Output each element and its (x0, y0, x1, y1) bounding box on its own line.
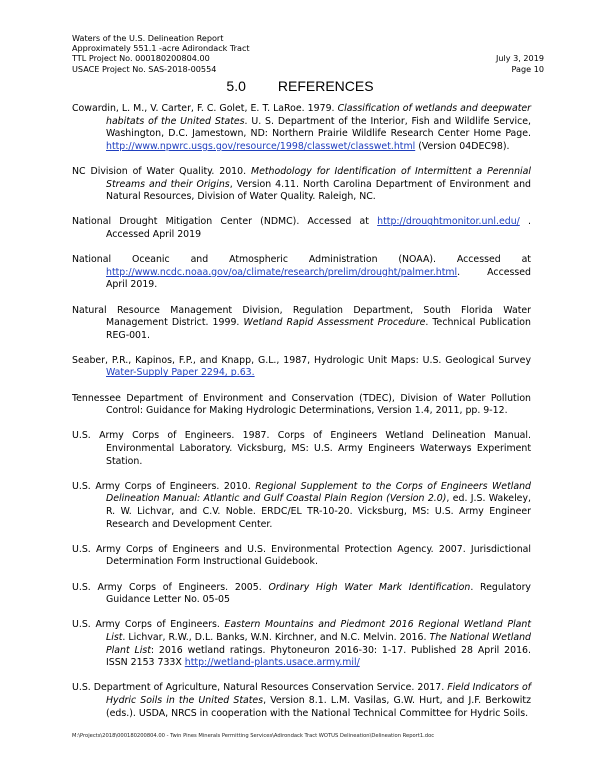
section-title: REFERENCES (277, 78, 374, 94)
reference-entry: Seaber, P.R., Kapinos, F.P., and Knapp, G.L., 1987, Hydrologic Unit Maps: U.S. Geological Survey Water-Supply Paper 2294, p.63. (72, 354, 531, 379)
page-header (72, 33, 544, 74)
reference-entry: U.S. Army Corps of Engineers and U.S. Environmental Protection Agency. 2007. Jurisdictional Determination Form Instructional Guidebook. (72, 543, 531, 568)
reference-entry: National Oceanic and Atmospheric Administration (NOAA). Accessed at http://www.ncdc.noaa.gov/oa/climate/research/prelim/drought/palmer.html. Accessed April 2019. (72, 254, 531, 291)
reference-entry: U.S. Army Corps of Engineers. 2010. Regional Supplement to the Corps of Engineers Wetland Delineation Manual: Atlantic and Gulf Coastal Plain Region (Version 2.0), ed. J.S. Wakeley, R. W. Lichvar, and C.V. Noble. ERDC/EL TR-10-20. Vicksburg, MS: U.S. Army Engineer Research and Development Center. (72, 480, 531, 530)
reference-entry: U.S. Army Corps of Engineers. 1987. Corps of Engineers Wetland Delineation Manual. Environmental Laboratory. Vicksburg, MS: U.S. Army Engineers Waterways Experiment Station. (72, 430, 531, 467)
reference-link[interactable]: Water-Supply Paper 2294, p.63. (106, 367, 255, 379)
report-title: Waters of the U.S. Delineation Report (72, 33, 224, 43)
reference-entry: National Drought Mitigation Center (NDMC). Accessed at http://droughtmonitor.unl.edu/ . Accessed April 2019 (72, 216, 531, 240)
reference-link[interactable]: http://www.npwrc.usgs.gov/resource/1998/classwet/classwet.html (106, 140, 416, 152)
header-row (72, 43, 544, 53)
reference-entry: Cowardin, L. M., V. Carter, F. C. Golet, E. T. LaRoe. 1979. Classification of wetlands and deepwater habitats of the United States. U. S. Department of the Interior, Fish and Wildlife Service, Washington, D.C. Jamestown, ND: Northern Prairie Wildlife Research Center Home Page. http://www.npwrc.usgs.gov/resource/1998/classwet/classwet.html (Version 04DEC98). (72, 103, 532, 152)
usace-project-number: USACE Project No. SAS-2018-00554 (72, 63, 217, 74)
reference-entry: NC Division of Water Quality. 2010. Methodology for Identification of Intermittent a Perennial Streams and their Origins, Version 4.11. North Carolina Department of Environment and Natural Resources, Division of Water Quality. Raleigh, NC. (72, 165, 531, 203)
references-list (72, 103, 531, 733)
file-path-footer: M:\Projects\2018\000180200804.00 - Twin Pines Minerals Permitting Services\Adirondack Tract WOTUS Delineation\Delineation Report1.doc (72, 733, 435, 739)
section-heading (0, 77, 600, 95)
reference-entry: U.S. Department of Agriculture, Natural Resources Conservation Service. 2017. Field Indicators of Hydric Soils in the United States, Version 8.1. L.M. Vasilas, G.W. Hurt, and J.F. Berkowitz (eds.). USDA, NRCS in cooperation with the National Technical Committee for Hydric Soils. (72, 682, 531, 719)
page-number: Page 10 (511, 63, 544, 74)
header-row (72, 33, 544, 43)
header-row (72, 53, 544, 63)
reference-link[interactable]: http://droughtmonitor.unl.edu/ (377, 216, 520, 228)
reference-entry: Tennessee Department of Environment and Conservation (TDEC), Division of Water Pollution Control: Guidance for Making Hydrologic Determinations, Version 1.4, 2011, pp. 9-12. (72, 392, 531, 417)
reference-entry: U.S. Army Corps of Engineers. 2005. Ordinary High Water Mark Identification. Regulatory Guidance Letter No. 05-05 (72, 581, 531, 606)
reference-entry: U.S. Army Corps of Engineers. Eastern Mountains and Piedmont 2016 Regional Wetland Plant List. Lichvar, R.W., D.L. Banks, W.N. Kirchner, and N.C. Melvin. 2016. The National Wetland Plant List: 2016 wetland ratings. Phytoneuron 2016-30: 1-17. Published 28 April 2016. ISSN 2153 733X http://wetland-plants.usace.army.mil/ (72, 619, 531, 669)
reference-entry: Natural Resource Management Division, Regulation Department, South Florida Water Management District. 1999. Wetland Rapid Assessment Procedure. Technical Publication REG-001. (72, 304, 531, 341)
reference-link[interactable]: http://www.ncdc.noaa.gov/oa/climate/research/prelim/drought/palmer.html (106, 266, 458, 278)
tract-description: Approximately 551.1 -acre Adirondack Tract (72, 43, 250, 54)
report-date: July 3, 2019 (495, 53, 544, 64)
section-number: 5.0 (226, 78, 246, 94)
ttl-project-number: TTL Project No. 000180200804.00 (72, 53, 210, 64)
header-row (72, 64, 544, 74)
reference-link[interactable]: http://wetland-plants.usace.army.mil/ (184, 657, 360, 669)
